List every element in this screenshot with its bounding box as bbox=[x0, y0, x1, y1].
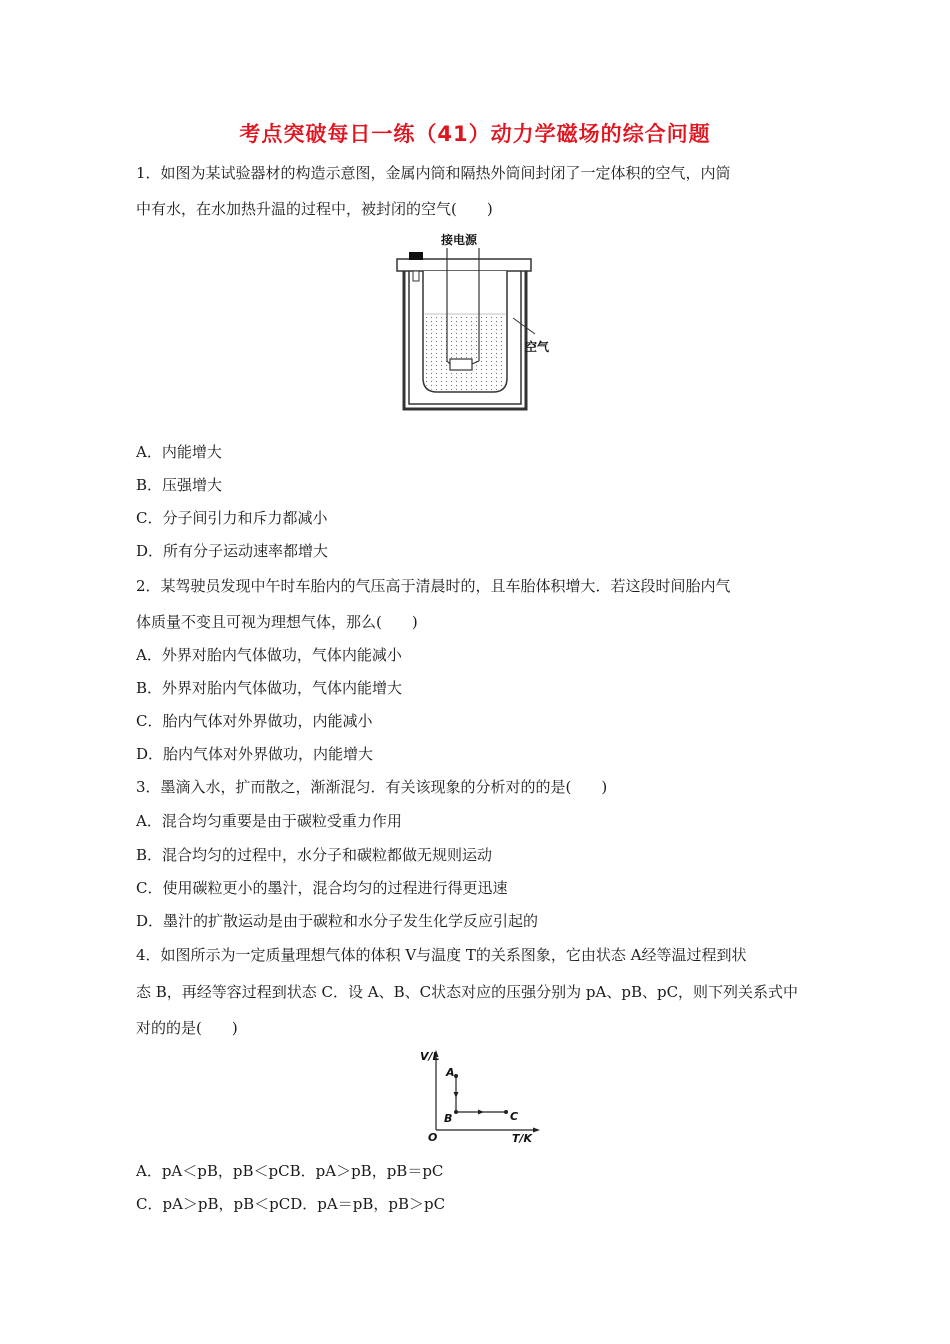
q1-apparatus-figure bbox=[395, 228, 565, 418]
page-title: 考点突破每日一练（41）动力学磁场的综合问题 bbox=[239, 122, 711, 146]
q4-options-row1 bbox=[136, 1161, 443, 1181]
q2-option-a: A．外界对胎内气体做功，气体内能减小 bbox=[136, 646, 402, 664]
air-label: 空气 bbox=[525, 340, 550, 354]
q2-stem-line2: 体质量不变且可视为理想气体，那么( ) bbox=[136, 613, 418, 631]
power-label: 接电源 bbox=[441, 233, 478, 247]
q4-option-d: D．pA＝pB，pB＞pC bbox=[290, 1195, 446, 1213]
q2-option-c: C．胎内气体对外界做功，内能减小 bbox=[136, 712, 373, 730]
q4-vt-graph bbox=[418, 1046, 548, 1150]
q3-option-a: A．混合均匀重要是由于碳粒受重力作用 bbox=[136, 812, 402, 830]
q4-option-b: B．pA＞pB，pB＝pC bbox=[289, 1162, 444, 1180]
q4-options-row2 bbox=[136, 1194, 445, 1214]
point-c-label: C bbox=[510, 1110, 519, 1123]
q3-option-b: B．混合均匀的过程中，水分子和碳粒都做无规则运动 bbox=[136, 846, 493, 864]
q1-option-d: D．所有分子运动速率都增大 bbox=[136, 542, 329, 560]
origin-label: O bbox=[428, 1131, 438, 1144]
q4-option-a: A．pA＜pB，pB＜pC bbox=[136, 1162, 290, 1180]
q2-option-d: D．胎内气体对外界做功，内能增大 bbox=[136, 745, 374, 763]
q2-stem-line1: 2．某驾驶员发现中午时车胎内的气压高于清晨时的，且车胎体积增大．若这段时间胎内气 bbox=[136, 577, 731, 595]
q2-option-b: B．外界对胎内气体做功，气体内能增大 bbox=[136, 679, 403, 697]
q3-option-c: C．使用碳粒更小的墨汁，混合均匀的过程进行得更迅速 bbox=[136, 879, 508, 897]
q1-stem-line1: 1．如图为某试验器材的构造示意图，金属内筒和隔热外筒间封闭了一定体积的空气，内筒 bbox=[136, 164, 731, 182]
q1-option-c: C．分子间引力和斥力都减小 bbox=[136, 509, 328, 527]
q1-option-a: A．内能增大 bbox=[136, 443, 222, 461]
q3-option-d: D．墨汁的扩散运动是由于碳粒和水分子发生化学反应引起的 bbox=[136, 912, 539, 930]
q1-stem-line2: 中有水，在水加热升温的过程中，被封闭的空气( ) bbox=[136, 200, 493, 218]
q3-stem: 3．墨滴入水，扩而散之，渐渐混匀．有关该现象的分析对的的是( ) bbox=[136, 778, 608, 796]
q1-option-b: B．压强增大 bbox=[136, 476, 223, 494]
point-a-label: A bbox=[446, 1066, 455, 1079]
q4-stem-line2: 态 B，再经等容过程到状态 C．设 A、B、C状态对应的压强分别为 pA、pB、pC，则下列关系式中 bbox=[136, 983, 799, 1001]
q4-option-c: C．pA＞pB，pB＜pC bbox=[136, 1195, 291, 1213]
point-b-label: B bbox=[444, 1112, 453, 1125]
y-axis-label: V/L bbox=[420, 1050, 440, 1063]
q4-stem-line3: 对的的是( ) bbox=[136, 1019, 238, 1037]
q4-stem-line1: 4．如图所示为一定质量理想气体的体积 V与温度 T的关系图象，它由状态 A经等温过程到状 bbox=[136, 946, 747, 964]
x-axis-label: T/K bbox=[512, 1132, 533, 1145]
